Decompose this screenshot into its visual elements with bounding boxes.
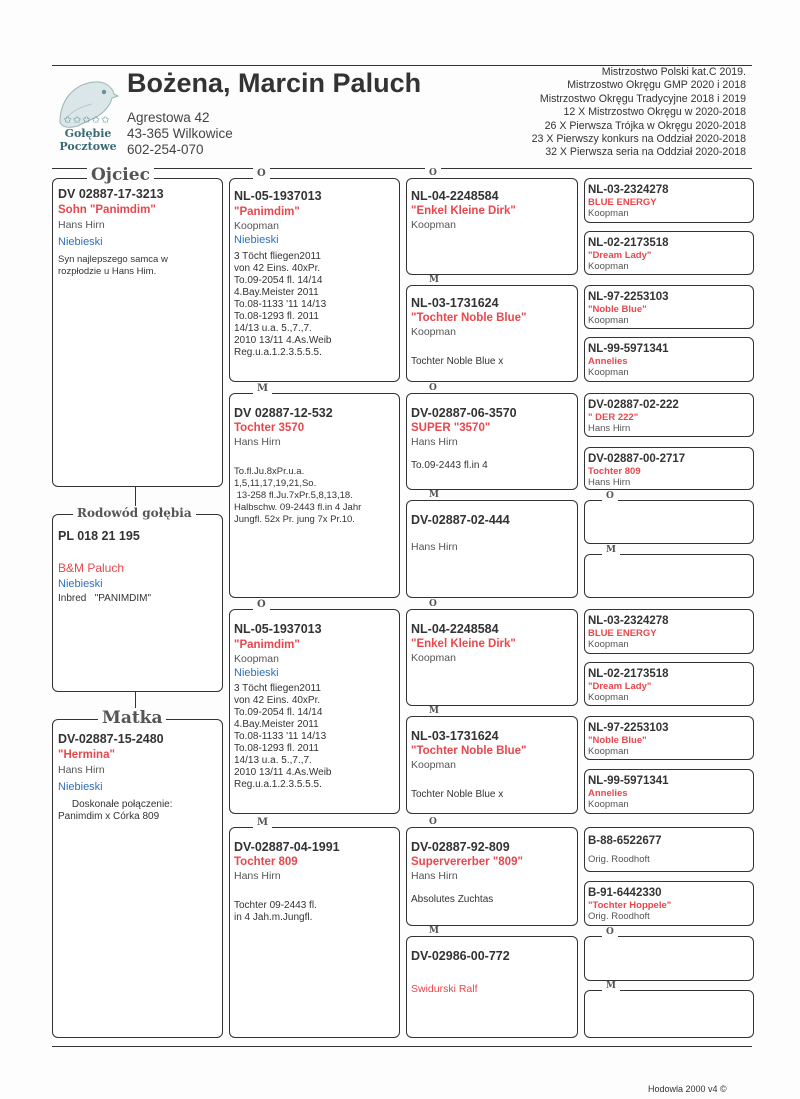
female-mark: M: [425, 926, 443, 936]
mother-breeder: Hans Hirn: [58, 764, 105, 776]
pgf-color: Niebieski: [234, 234, 279, 246]
gen3-breeder: Koopman: [411, 759, 456, 771]
maternal-grandfather-card[interactable]: [229, 609, 400, 814]
achievement-item: Mistrzostwo Okręgu GMP 2020 i 2018: [567, 79, 746, 92]
female-mark: M: [253, 817, 272, 828]
gen3-card[interactable]: [406, 936, 578, 1038]
gen3-name: "Enkel Kleine Dirk": [411, 638, 516, 650]
female-mark: M: [602, 545, 620, 555]
gen4-breeder: Koopman: [588, 692, 629, 703]
father-notes: Syn najlepszego samca w rozpłodzie u Hans Him.: [58, 254, 168, 277]
gen4-ring: NL-97-2253103: [588, 722, 669, 734]
mgm-breeder: Hans Hirn: [234, 870, 281, 882]
achievement-item: Mistrzostwo Okręgu Tradycyjne 2018 i 2019: [539, 92, 746, 105]
achievements-list: [532, 66, 746, 160]
gen4-breeder: Koopman: [588, 208, 629, 219]
mother-ring: DV-02887-15-2480: [58, 732, 164, 746]
female-mark: M: [425, 275, 443, 285]
gen4-card[interactable]: [584, 231, 754, 275]
gen3-notes: Tochter Noble Blue x: [411, 789, 504, 800]
gen4-breeder: Orig. Roodhoft: [588, 911, 650, 922]
gen3-card[interactable]: [406, 500, 578, 598]
gen4-ring: NL-03-2324278: [588, 184, 669, 196]
gen3-ring: NL-03-1731624: [411, 729, 499, 743]
female-mark: M: [425, 706, 443, 716]
gen3-ring: NL-04-2248584: [411, 622, 499, 636]
mother-name: "Hermina": [58, 749, 115, 761]
gen3-name: "Tochter Noble Blue": [411, 312, 527, 324]
father-card[interactable]: [52, 178, 223, 487]
mgf-breeder: Koopman: [234, 653, 279, 665]
female-mark: M: [253, 383, 272, 394]
gen4-card-empty[interactable]: [584, 500, 754, 544]
gen4-breeder: Hans Hirn: [588, 423, 631, 434]
gen4-card-empty[interactable]: [584, 936, 754, 981]
gen3-ring: DV-02887-06-3570: [411, 406, 517, 420]
pgm-ring: DV 02887-12-532: [234, 406, 333, 420]
gen3-notes: Tochter Noble Blue x: [411, 356, 504, 367]
male-mark: O: [425, 817, 441, 827]
gen4-breeder: Koopman: [588, 367, 629, 378]
gen4-ring: DV-02887-02-222: [588, 399, 679, 411]
gen3-ring: DV-02887-02-444: [411, 513, 510, 527]
gen3-name: Supervererber "809": [411, 856, 523, 868]
male-mark: O: [425, 168, 441, 178]
header-bottom-rule: [52, 168, 752, 169]
pedigree-section-label: Rodowód gołębia: [73, 506, 196, 520]
gen4-name: "Tochter Hoppele": [588, 900, 672, 911]
pgf-breeder: Koopman: [234, 220, 279, 232]
pgf-notes: 3 Töcht fliegen2011 von 42 Eins. 40xPr. To.09-2054 fl. 14/14 4.Bay.Meister 2011 To.08-1133 '11 14/13 To.08-1293 fl. 2011 14/13 u.a. 5.,7.,7. 2010 13/11 4.As.Weib Reg.u.a.1.2.3.5.5.5.: [234, 251, 332, 358]
mother-card[interactable]: [52, 719, 223, 1038]
logo-stars: ✩✩✩✩✩: [63, 115, 111, 126]
paternal-grandmother-card[interactable]: [229, 393, 400, 598]
gen4-ring: DV-02887-00-2717: [588, 453, 686, 465]
gen3-breeder: Koopman: [411, 219, 456, 231]
gen3-card[interactable]: [406, 393, 578, 490]
gen4-name: BLUE ENERGY: [588, 628, 657, 639]
gen4-ring: B-88-6522677: [588, 835, 662, 847]
subject-notes: Inbred "PANIMDIM": [58, 593, 152, 604]
gen3-card[interactable]: [406, 716, 578, 814]
gen3-card[interactable]: [406, 285, 578, 382]
gen4-card[interactable]: [584, 285, 754, 329]
mgm-notes: Tochter 09-2443 fl. in 4 Jah.m.Jungfl.: [234, 900, 317, 923]
father-name: Sohn "Panimdim": [58, 204, 156, 216]
male-mark: O: [425, 383, 441, 393]
phone-number: 602-254-070: [127, 142, 204, 157]
gen3-breeder: Koopman: [411, 326, 456, 338]
gen4-breeder: Koopman: [588, 639, 629, 650]
address-street: Agrestowa 42: [127, 110, 210, 125]
pgm-name: Tochter 3570: [234, 422, 305, 434]
gen3-ring: NL-04-2248584: [411, 189, 499, 203]
gen4-breeder: Hans Hirn: [588, 477, 631, 488]
gen4-card[interactable]: [584, 337, 754, 382]
gen4-ring: NL-99-5971341: [588, 343, 669, 355]
gen3-name: "Enkel Kleine Dirk": [411, 205, 516, 217]
gen4-name: "Dream Lady": [588, 250, 652, 261]
gen4-card[interactable]: [584, 609, 754, 654]
gen4-card-empty[interactable]: [584, 554, 754, 598]
gen4-card[interactable]: [584, 881, 754, 926]
gen3-ring: NL-03-1731624: [411, 296, 499, 310]
father-section-label: Ojciec: [87, 165, 154, 185]
gen4-breeder: Koopman: [588, 746, 629, 757]
gen3-ring: DV-02986-00-772: [411, 949, 510, 963]
gen3-notes: Absolutes Zuchtas: [411, 894, 494, 905]
gen4-breeder: Orig. Roodhoft: [588, 854, 650, 865]
gen3-breeder: Koopman: [411, 652, 456, 664]
pgf-name: "Panimdim": [234, 206, 300, 218]
father-breeder: Hans Hirn: [58, 219, 105, 231]
owner-name: Bożena, Marcin Paluch: [127, 68, 422, 98]
gen4-name: "Dream Lady": [588, 681, 652, 692]
father-color: Niebieski: [58, 236, 103, 248]
gen3-card[interactable]: [406, 178, 578, 275]
father-ring: DV 02887-17-3213: [58, 187, 164, 201]
gen4-ring: NL-02-2173518: [588, 237, 669, 249]
gen4-breeder: Koopman: [588, 799, 629, 810]
gen3-card[interactable]: [406, 609, 578, 706]
footer-rule: [52, 1046, 752, 1047]
mother-notes: Doskonałe połączenie: Panimdim x Córka 809: [58, 799, 173, 822]
male-mark: O: [602, 927, 618, 937]
logo-text: Gołębie Pocztowe: [59, 127, 117, 153]
gen4-card-empty[interactable]: [584, 990, 754, 1038]
achievement-item: Mistrzostwo Polski kat.C 2019.: [601, 66, 746, 78]
gen4-ring: NL-03-2324278: [588, 615, 669, 627]
achievement-item: 23 X Pierwszy konkurs na Oddział 2020-2018: [531, 133, 746, 146]
gen3-breeder: Swidurski Ralf: [411, 983, 478, 995]
mgm-ring: DV-02887-04-1991: [234, 840, 340, 854]
achievement-item: 26 X Pierwsza Trójka w Okręgu 2020-2018: [544, 119, 746, 132]
subject-color: Niebieski: [58, 578, 103, 590]
achievement-item: 12 X Mistrzostwo Okręgu w 2020-2018: [563, 106, 746, 119]
mgf-notes: 3 Töcht fliegen2011 von 42 Eins. 40xPr. To.09-2054 fl. 14/14 4.Bay.Meister 2011 To.08-1133 '11 14/13 To.08-1293 fl. 2011 14/13 u.a. 5.,7.,7. 2010 13/11 4.As.Weib Reg.u.a.1.2.3.5.5.5.: [234, 683, 332, 790]
mgf-name: "Panimdim": [234, 639, 300, 651]
gen3-breeder: Hans Hirn: [411, 541, 458, 553]
gen4-name: BLUE ENERGY: [588, 197, 657, 208]
gen4-breeder: Koopman: [588, 261, 629, 272]
gen4-card[interactable]: [584, 447, 754, 490]
gen4-name: " DER 222": [588, 412, 639, 423]
paternal-grandfather-card[interactable]: [229, 178, 400, 382]
gen4-ring: NL-02-2173518: [588, 668, 669, 680]
achievement-item: 32 X Pierwsza seria na Oddział 2020-2018: [545, 146, 746, 159]
mgf-color: Niebieski: [234, 667, 279, 679]
gen3-breeder: Hans Hirn: [411, 436, 458, 448]
gen4-ring: B-91-6442330: [588, 887, 662, 899]
gen4-name: Tochter 809: [588, 466, 641, 477]
gen4-ring: NL-99-5971341: [588, 775, 669, 787]
gen4-card[interactable]: [584, 393, 754, 437]
pgm-breeder: Hans Hirn: [234, 436, 281, 448]
address-city: 43-365 Wilkowice: [127, 126, 233, 141]
gen3-breeder: Hans Hirn: [411, 870, 458, 882]
gen3-ring: DV-02887-92-809: [411, 840, 510, 854]
subject-card[interactable]: [52, 514, 223, 692]
gen4-name: "Noble Blue": [588, 735, 647, 746]
male-mark: O: [602, 491, 618, 501]
gen4-card[interactable]: [584, 662, 754, 706]
subject-breeder: B&M Paluch: [58, 561, 125, 575]
gen4-card[interactable]: [584, 769, 754, 814]
mother-color: Niebieski: [58, 781, 103, 793]
gen4-breeder: Koopman: [588, 315, 629, 326]
gen4-card[interactable]: [584, 178, 754, 223]
gen3-name: SUPER "3570": [411, 422, 491, 434]
software-footer: Hodowla 2000 v4 ©: [648, 1084, 727, 1094]
male-mark: O: [253, 599, 270, 610]
female-mark: M: [425, 490, 443, 500]
gen4-name: Annelies: [588, 356, 628, 367]
mother-section-label: Matka: [98, 708, 166, 728]
female-mark: M: [602, 981, 620, 991]
gen3-notes: To.09-2443 fl.in 4: [411, 460, 488, 471]
pgm-notes: To.fl.Ju.8xPr.u.a. 1,5,11,17,19,21,So. 13-258 fl.Ju.7xPr.5,8,13,18. Halbschw. 09-2443 fl.in 4 Jahr Jungfl. 52x Pr. jung 7x Pr.10.: [234, 466, 362, 525]
gen4-ring: NL-97-2253103: [588, 291, 669, 303]
gen4-name: "Noble Blue": [588, 304, 647, 315]
male-mark: O: [253, 168, 270, 179]
gen4-card[interactable]: [584, 716, 754, 760]
subject-ring: PL 018 21 195: [58, 529, 140, 543]
pgf-ring: NL-05-1937013: [234, 189, 322, 203]
maternal-grandmother-card[interactable]: [229, 827, 400, 1038]
gen4-card[interactable]: [584, 827, 754, 872]
gen4-name: Annelies: [588, 788, 628, 799]
male-mark: O: [425, 599, 441, 609]
gen3-name: "Tochter Noble Blue": [411, 745, 527, 757]
gen3-card[interactable]: [406, 827, 578, 926]
mgf-ring: NL-05-1937013: [234, 622, 322, 636]
mgm-name: Tochter 809: [234, 856, 298, 868]
